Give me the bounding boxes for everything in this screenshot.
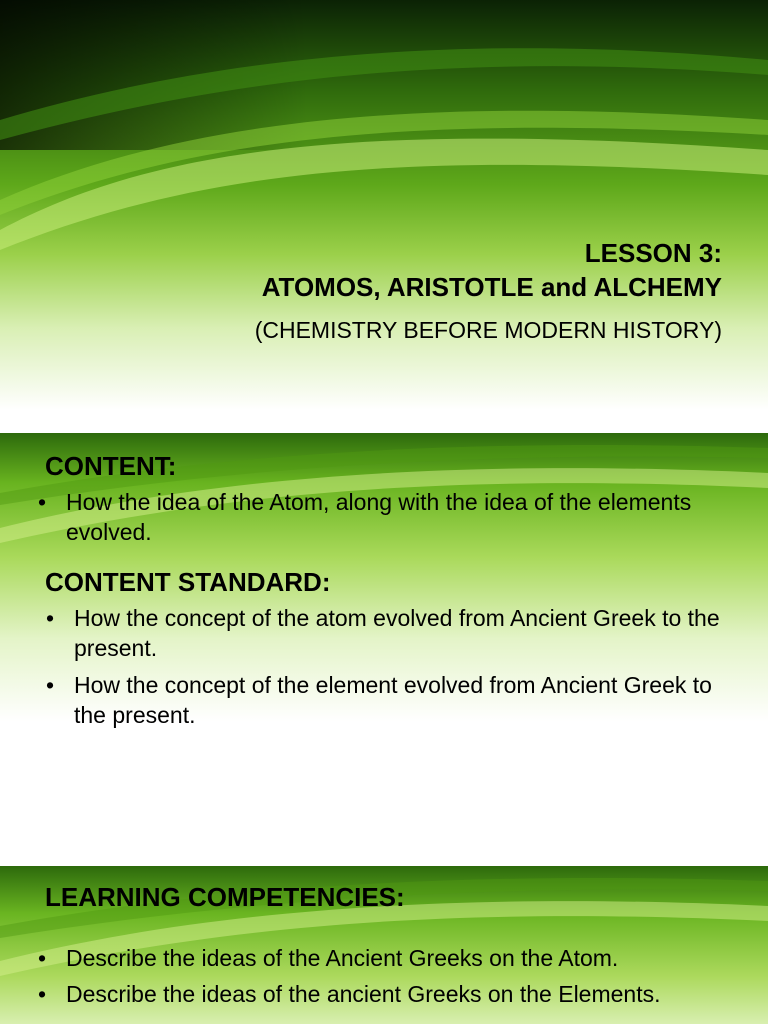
list-item: • How the idea of the Atom, along with the idea of the elements evolved.: [38, 489, 692, 545]
content-slide: [0, 433, 768, 845]
bullet-icon: •: [46, 605, 55, 631]
list-item: • How the concept of the element evolved from Ancient Greek to the present.: [46, 672, 712, 728]
lesson-number: LESSON 3:: [584, 238, 722, 268]
list-item: • How the concept of the atom evolved from Ancient Greek to the present.: [46, 605, 720, 661]
list-item: • Describe the ideas of the ancient Greeks on the Elements.: [38, 981, 661, 1007]
title-slide: [0, 0, 768, 410]
competencies-heading: LEARNING COMPETENCIES:: [45, 882, 405, 912]
bullet-icon: •: [38, 981, 47, 1007]
list-item: • Describe the ideas of the Ancient Greeks on the Atom.: [38, 945, 619, 971]
content-heading: CONTENT:: [45, 451, 177, 481]
bullet-icon: •: [46, 672, 55, 698]
standard-list: [46, 603, 734, 730]
bullet-icon: •: [38, 945, 47, 971]
competencies-list: [38, 943, 726, 1009]
competencies-slide: [0, 866, 768, 1024]
slide-subtitle: (CHEMISTRY BEFORE MODERN HISTORY): [254, 317, 722, 343]
content-standard-heading: CONTENT STANDARD:: [45, 567, 331, 597]
content-list: [38, 487, 706, 547]
bullet-icon: •: [38, 489, 47, 515]
slide-title: ATOMOS, ARISTOTLE and ALCHEMY: [261, 272, 722, 302]
